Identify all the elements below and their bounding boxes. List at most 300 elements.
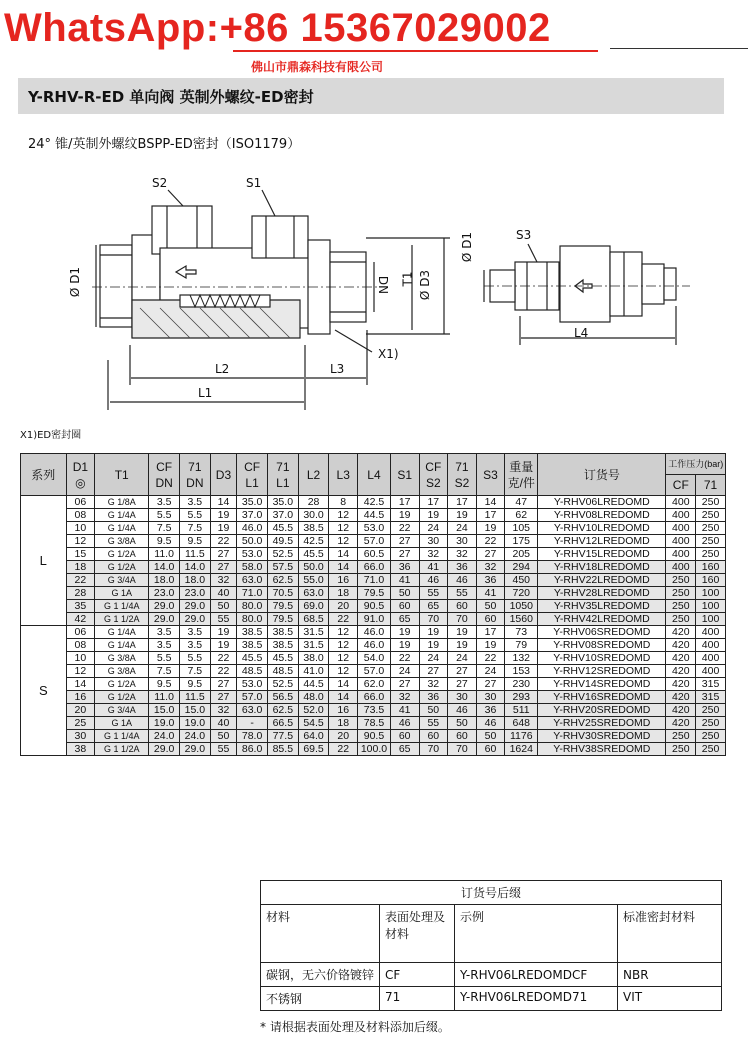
table-cell: 18 [66, 561, 95, 574]
table-row [21, 509, 726, 522]
table-row [21, 574, 726, 587]
table-cell: 420 [666, 691, 696, 704]
table-cell: 27 [448, 678, 477, 691]
company-name: 佛山市鼎森科技有限公司 [251, 60, 384, 74]
table-cell: 3.5 [179, 496, 210, 509]
table-cell: 19 [210, 522, 237, 535]
table-cell: 50 [419, 704, 448, 717]
table-cell: 400 [666, 561, 696, 574]
table-cell: 63.0 [237, 574, 268, 587]
table-cell: 14 [329, 678, 358, 691]
table-cell: 250 [666, 613, 696, 626]
table-cell: 35.0 [267, 496, 298, 509]
table-cell: 62.0 [358, 678, 391, 691]
table-cell: 175 [505, 535, 538, 548]
table-cell: 14 [329, 561, 358, 574]
table-cell: G 1/4A [95, 639, 149, 652]
table-cell: 46 [419, 574, 448, 587]
table-cell: 55 [419, 587, 448, 600]
table-cell: 28 [298, 496, 329, 509]
table-cell: 49.5 [267, 535, 298, 548]
table-cell: 38.5 [298, 522, 329, 535]
suffix-table [260, 880, 722, 1011]
table-cell: 16 [329, 704, 358, 717]
table-cell: Y-RHV12LREDOMD [538, 535, 666, 548]
table-row [21, 743, 726, 756]
table-cell: 27 [390, 678, 419, 691]
table-cell: 78.0 [237, 730, 268, 743]
table-cell: 17 [390, 496, 419, 509]
table-cell: 22 [329, 613, 358, 626]
table-cell: 16 [66, 691, 95, 704]
table-cell: 46.0 [358, 626, 391, 639]
table-cell: 35.0 [237, 496, 268, 509]
label-d1-small: Ø D1 [460, 231, 475, 263]
table-cell: 66.0 [358, 691, 391, 704]
table-cell: 38.5 [267, 626, 298, 639]
table-cell: 17 [448, 496, 477, 509]
label-dn: DN [376, 275, 391, 295]
table-cell: 32 [419, 678, 448, 691]
table-cell: 1624 [505, 743, 538, 756]
table-cell: 35 [66, 600, 95, 613]
table-cell: 52.5 [267, 548, 298, 561]
suffix-th-example: 示例 [455, 905, 618, 963]
table-cell: G 3/4A [95, 704, 149, 717]
table-cell: 30 [448, 535, 477, 548]
table-cell: 06 [66, 496, 95, 509]
table-cell: 90.5 [358, 730, 391, 743]
table-cell: 24 [448, 522, 477, 535]
table-cell: 27 [390, 535, 419, 548]
table-cell: 50 [476, 730, 505, 743]
table-row [21, 522, 726, 535]
table-cell: 54.0 [358, 652, 391, 665]
th-cf-s2: CF S2 [419, 454, 448, 496]
table-cell: 12 [329, 626, 358, 639]
table-cell: G 1A [95, 717, 149, 730]
table-row [21, 535, 726, 548]
table-cell: 230 [505, 678, 538, 691]
table-cell: 250 [666, 574, 696, 587]
table-cell: 32 [476, 561, 505, 574]
table-cell: 38.5 [237, 626, 268, 639]
table-cell: 29.0 [149, 743, 180, 756]
table-cell: 19 [476, 522, 505, 535]
table-cell: 50 [210, 730, 237, 743]
th-cf-dn: CF DN [149, 454, 180, 496]
table-cell: 23.0 [179, 587, 210, 600]
table-cell: 9.5 [149, 535, 180, 548]
table-cell: 22 [210, 652, 237, 665]
table-cell: 50 [390, 587, 419, 600]
table-cell: G 3/4A [95, 574, 149, 587]
table-cell: 63.0 [237, 704, 268, 717]
table-cell: 10 [66, 522, 95, 535]
table-cell: 86.0 [237, 743, 268, 756]
table-cell: 24 [390, 665, 419, 678]
table-cell: 12 [66, 665, 95, 678]
table-cell: 32 [448, 548, 477, 561]
label-d1: Ø D1 [68, 266, 83, 298]
label-s3: S3 [516, 228, 532, 242]
table-cell: 420 [666, 717, 696, 730]
table-cell: 36 [448, 561, 477, 574]
table-row [21, 730, 726, 743]
table-cell: 79.5 [267, 600, 298, 613]
table-cell: 18 [329, 587, 358, 600]
table-cell: 27 [419, 665, 448, 678]
table-cell: 27 [210, 548, 237, 561]
table-cell: 3.5 [149, 496, 180, 509]
th-l3: L3 [329, 454, 358, 496]
table-cell: 32 [210, 704, 237, 717]
table-cell: 42.5 [298, 535, 329, 548]
table-cell: 46.0 [237, 522, 268, 535]
table-cell: 12 [329, 665, 358, 678]
table-cell: 250 [666, 730, 696, 743]
table-cell: 60 [419, 730, 448, 743]
table-cell: 19 [419, 626, 448, 639]
table-cell: 31.5 [298, 639, 329, 652]
table-cell: 19 [419, 639, 448, 652]
table-cell: 20 [66, 704, 95, 717]
table-row [21, 678, 726, 691]
table-cell: 14 [329, 548, 358, 561]
table-cell: G 1/2A [95, 561, 149, 574]
suffix-cell: CF [380, 963, 455, 987]
table-cell: 100 [696, 587, 726, 600]
table-cell: 48.0 [298, 691, 329, 704]
table-cell: 250 [666, 587, 696, 600]
table-cell: 73 [505, 626, 538, 639]
seal-note: X1)ED密封圈 [20, 430, 82, 441]
table-cell: 15.0 [149, 704, 180, 717]
table-cell: 65 [419, 600, 448, 613]
table-cell: G 1A [95, 587, 149, 600]
table-cell: 19 [210, 509, 237, 522]
table-cell: 38 [66, 743, 95, 756]
spec-table-body [21, 496, 726, 756]
table-cell: 250 [696, 717, 726, 730]
table-cell: 27 [210, 691, 237, 704]
table-row [21, 496, 726, 509]
table-cell: 42.5 [358, 496, 391, 509]
table-cell: 50 [210, 600, 237, 613]
th-p-71: 71 [696, 475, 726, 496]
table-cell: 15 [66, 548, 95, 561]
table-row [21, 717, 726, 730]
table-cell: 250 [696, 704, 726, 717]
table-row [21, 600, 726, 613]
table-cell: 62.5 [267, 704, 298, 717]
table-cell: 22 [210, 665, 237, 678]
table-cell: 10 [66, 652, 95, 665]
table-cell: 400 [696, 626, 726, 639]
table-cell: 19 [210, 639, 237, 652]
table-cell: 17 [476, 626, 505, 639]
table-cell: 22 [329, 743, 358, 756]
table-cell: 52.5 [267, 678, 298, 691]
table-cell: 45.5 [298, 548, 329, 561]
table-cell: G 1/4A [95, 509, 149, 522]
table-row [21, 587, 726, 600]
table-cell: 250 [696, 730, 726, 743]
table-cell: 41.0 [298, 665, 329, 678]
table-cell: Y-RHV14SREDOMD [538, 678, 666, 691]
table-cell: G 1/4A [95, 522, 149, 535]
table-cell: 14 [210, 496, 237, 509]
table-cell: 71.0 [237, 587, 268, 600]
table-cell: 160 [696, 574, 726, 587]
spec-table [20, 453, 726, 756]
table-cell: 27 [210, 561, 237, 574]
table-cell: G 1 1/4A [95, 730, 149, 743]
table-cell: Y-RHV25SREDOMD [538, 717, 666, 730]
suffix-cell: Y-RHV06LREDOMD71 [455, 987, 618, 1011]
table-cell: 36 [419, 691, 448, 704]
series-cell: L [21, 496, 67, 626]
table-cell: 400 [696, 652, 726, 665]
table-cell: 60 [476, 613, 505, 626]
table-cell: 37.0 [267, 509, 298, 522]
page-title: Y-RHV-R-ED 单向阀 英制外螺纹-ED密封 [28, 88, 314, 106]
th-d1: D1 ◎ [66, 454, 95, 496]
table-cell: Y-RHV22LREDOMD [538, 574, 666, 587]
table-cell: 19 [390, 509, 419, 522]
table-cell: 400 [666, 522, 696, 535]
th-cf-l1: CF L1 [237, 454, 268, 496]
table-cell: 46 [390, 717, 419, 730]
table-cell: 12 [329, 652, 358, 665]
table-cell: 100.0 [358, 743, 391, 756]
table-cell: 22 [390, 522, 419, 535]
table-cell: 5.5 [179, 652, 210, 665]
table-cell: 77.5 [267, 730, 298, 743]
table-cell: 400 [666, 535, 696, 548]
table-cell: 315 [696, 678, 726, 691]
table-row [21, 626, 726, 639]
th-71-dn: 71 DN [179, 454, 210, 496]
table-cell: 52.0 [298, 704, 329, 717]
label-t1: T1 [400, 271, 415, 287]
table-cell: 160 [696, 561, 726, 574]
table-cell: 720 [505, 587, 538, 600]
table-cell: 48.5 [237, 665, 268, 678]
table-cell: 55.0 [298, 574, 329, 587]
suffix-cell: VIT [618, 987, 722, 1011]
table-cell: 60 [390, 600, 419, 613]
table-cell: Y-RHV35LREDOMD [538, 600, 666, 613]
table-cell: 66.0 [358, 561, 391, 574]
table-cell: 30 [66, 730, 95, 743]
table-cell: 11.0 [149, 548, 180, 561]
table-cell: 19 [390, 626, 419, 639]
th-d3: D3 [210, 454, 237, 496]
table-cell: 38.5 [267, 639, 298, 652]
table-cell: 56.5 [267, 691, 298, 704]
suffix-title: 订货号后缀 [261, 881, 722, 905]
table-cell: 14 [476, 496, 505, 509]
table-row [21, 704, 726, 717]
table-cell: 24 [419, 522, 448, 535]
table-cell: G 1/2A [95, 691, 149, 704]
table-cell: Y-RHV30SREDOMD [538, 730, 666, 743]
table-cell: 14.0 [179, 561, 210, 574]
table-cell: G 1 1/2A [95, 743, 149, 756]
table-cell: 420 [666, 639, 696, 652]
table-cell: 7.5 [179, 665, 210, 678]
table-cell: 27 [448, 665, 477, 678]
table-cell: G 1/2A [95, 678, 149, 691]
table-row [21, 613, 726, 626]
label-l1: L1 [198, 386, 213, 400]
table-cell: 19 [448, 509, 477, 522]
th-order: 订货号 [538, 454, 666, 496]
table-cell: 250 [666, 600, 696, 613]
table-cell: 70 [419, 613, 448, 626]
table-cell: 400 [696, 665, 726, 678]
table-cell: 68.5 [298, 613, 329, 626]
table-cell: 60 [448, 600, 477, 613]
table-cell: 27 [390, 548, 419, 561]
table-cell: 55 [419, 717, 448, 730]
table-row [21, 652, 726, 665]
table-cell: Y-RHV16SREDOMD [538, 691, 666, 704]
table-cell: 400 [666, 509, 696, 522]
table-cell: 100 [696, 613, 726, 626]
table-cell: 62 [505, 509, 538, 522]
table-cell: G 1 1/2A [95, 613, 149, 626]
subtitle: 24° 锥/英制外螺纹BSPP-ED密封（ISO1179） [28, 137, 301, 152]
table-cell: 1050 [505, 600, 538, 613]
table-cell: 30 [448, 691, 477, 704]
table-cell: 22 [66, 574, 95, 587]
table-cell: Y-RHV08LREDOMD [538, 509, 666, 522]
table-cell: 70 [448, 613, 477, 626]
table-cell: 30.0 [298, 509, 329, 522]
table-cell: 15.0 [179, 704, 210, 717]
table-cell: 5.5 [149, 652, 180, 665]
table-cell: 24.0 [179, 730, 210, 743]
table-cell: 12 [329, 522, 358, 535]
table-cell: 79.5 [358, 587, 391, 600]
table-cell: 19 [210, 626, 237, 639]
th-series: 系列 [21, 454, 67, 496]
table-cell: 11.0 [149, 691, 180, 704]
table-cell: 250 [666, 743, 696, 756]
table-cell: G 1/8A [95, 496, 149, 509]
table-cell: 45.5 [267, 522, 298, 535]
valve-drawing [0, 0, 750, 430]
table-cell: 70 [419, 743, 448, 756]
table-cell: 420 [666, 652, 696, 665]
suffix-cell: 碳钢，无六价铬镀锌 [261, 963, 380, 987]
table-cell: 08 [66, 509, 95, 522]
table-cell: 1176 [505, 730, 538, 743]
table-cell: 55 [448, 587, 477, 600]
table-cell: 18.0 [149, 574, 180, 587]
th-l2: L2 [298, 454, 329, 496]
table-row [21, 691, 726, 704]
label-l3: L3 [330, 362, 345, 376]
table-cell: 40 [210, 717, 237, 730]
table-cell: 17 [419, 496, 448, 509]
table-cell: 153 [505, 665, 538, 678]
table-cell: 250 [696, 548, 726, 561]
table-cell: 50 [448, 717, 477, 730]
table-cell: 420 [666, 678, 696, 691]
table-cell: 41 [419, 561, 448, 574]
table-cell: 25 [66, 717, 95, 730]
table-cell: 36 [390, 561, 419, 574]
table-cell: 47 [505, 496, 538, 509]
table-cell: 44.5 [298, 678, 329, 691]
table-cell: 22 [476, 535, 505, 548]
table-cell: 57.0 [237, 691, 268, 704]
suffix-cell: NBR [618, 963, 722, 987]
table-cell: G 1 1/4A [95, 600, 149, 613]
table-cell: 60 [476, 743, 505, 756]
table-cell: 30 [419, 535, 448, 548]
table-cell: 5.5 [149, 509, 180, 522]
table-cell: 420 [666, 704, 696, 717]
table-cell: 64.0 [298, 730, 329, 743]
table-cell: 53.0 [237, 678, 268, 691]
table-cell: 57.0 [358, 535, 391, 548]
table-cell: 37.0 [237, 509, 268, 522]
table-cell: 11.5 [179, 548, 210, 561]
table-cell: 80.0 [237, 613, 268, 626]
table-cell: G 1/4A [95, 626, 149, 639]
table-cell: 46 [448, 574, 477, 587]
table-cell: 14 [329, 691, 358, 704]
table-cell: 20 [329, 730, 358, 743]
table-cell: 62.5 [267, 574, 298, 587]
table-cell: 66.5 [267, 717, 298, 730]
label-x1: X1) [378, 347, 399, 361]
th-s3: S3 [476, 454, 505, 496]
table-cell: 28 [66, 587, 95, 600]
table-cell: 45.5 [237, 652, 268, 665]
table-cell: Y-RHV42LREDOMD [538, 613, 666, 626]
th-p-cf: CF [666, 475, 696, 496]
table-cell: 24.0 [149, 730, 180, 743]
table-cell: 400 [666, 496, 696, 509]
table-cell: Y-RHV15LREDOMD [538, 548, 666, 561]
table-cell: 18.0 [179, 574, 210, 587]
table-cell: 12 [329, 639, 358, 652]
table-row [21, 639, 726, 652]
table-cell: G 1/2A [95, 548, 149, 561]
table-cell: 16 [329, 574, 358, 587]
table-cell: 41 [390, 704, 419, 717]
table-cell: 18 [329, 717, 358, 730]
suffix-cell: 71 [380, 987, 455, 1011]
table-cell: 9.5 [149, 678, 180, 691]
table-cell: G 3/8A [95, 652, 149, 665]
table-cell: 7.5 [149, 522, 180, 535]
table-cell: 12 [329, 509, 358, 522]
table-cell: 29.0 [149, 613, 180, 626]
suffix-cell: 不锈钢 [261, 987, 380, 1011]
table-cell: 38.5 [237, 639, 268, 652]
table-cell: Y-RHV08SREDOMD [538, 639, 666, 652]
table-cell: 511 [505, 704, 538, 717]
table-cell: 63.0 [298, 587, 329, 600]
table-cell: 17 [476, 509, 505, 522]
table-cell: 38.0 [298, 652, 329, 665]
